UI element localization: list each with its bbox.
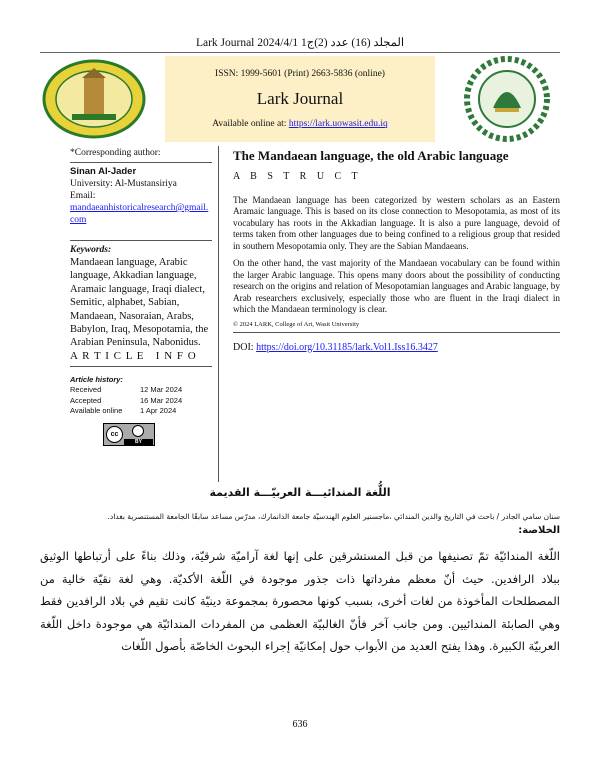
copyright: © 2024 LARK, College of Art, Wasit University xyxy=(233,320,360,328)
cc-by-license-badge[interactable] xyxy=(103,423,155,446)
running-header: Lark Journal 2024/4/1 المجلد (16) عدد (2)ج1 xyxy=(195,37,405,49)
abstract-column xyxy=(218,146,560,482)
lark-logo-icon xyxy=(455,56,560,142)
history-value: 16 Mar 2024 xyxy=(140,395,183,405)
article-sidebar xyxy=(70,146,212,482)
author-university: University: Al-Mustansiriya xyxy=(70,179,177,189)
university-logo-icon xyxy=(42,58,147,140)
journal-banner xyxy=(165,56,435,142)
journal-title: Lark Journal xyxy=(256,89,344,108)
history-key: Received xyxy=(70,385,102,395)
history-key: Available online xyxy=(70,406,123,416)
keywords-label: Keywords: xyxy=(70,245,112,255)
history-key: Accepted xyxy=(70,395,102,405)
abstract-paragraph: The Mandaean language has been categorized by western scholars as an Eastern Aramaic language. This is based on its close connection to Mesopotamia, as most of its vocabulary has roots in the Akkadian language. It is also a pure language, devoid of terms taken from other languages due to being confined to a religious group that resided in southern Mesopotamia only. They are the Sabian Mandaeans. xyxy=(233,194,560,251)
article-columns xyxy=(70,146,560,482)
arabic-section xyxy=(40,486,560,658)
journal-url-link[interactable]: https://lark.uowasit.edu.iq xyxy=(288,119,388,129)
by-label: BY xyxy=(124,439,153,445)
header-divider xyxy=(40,52,560,53)
author-name: Sinan Al-Jader xyxy=(70,166,137,177)
history-label: Article history: xyxy=(70,374,123,384)
article-info-heading: A R T I C L E I N F O xyxy=(70,349,197,362)
cc-icon: cc xyxy=(106,426,123,443)
arabic-title: اللُّغة المندائيـــة العربيّـــة القديمة xyxy=(209,486,391,499)
doi-label: DOI: xyxy=(233,341,257,353)
corresponding-label: *Corresponding author: xyxy=(70,148,161,158)
article-title: The Mandaean language, the old Arabic language xyxy=(233,148,509,163)
issn: ISSN: 1999-5601 (Print) 2663-5836 (online) xyxy=(215,69,385,79)
arabic-author: سنان سامي الجادر / باحث في التاريخ والدين المندائي ،ماجستير العلوم الهندسيّة جامعة الدانمارك، مدرّس مساعد سابقًا الجامعة المستنصرية بغداد. xyxy=(107,512,560,521)
by-person-icon xyxy=(132,425,144,437)
doi-link[interactable]: https://doi.org/10.31185/lark.Vol1.Iss16.3427 xyxy=(256,341,438,353)
arabic-summary-body: اللّغة المندائيّة تمّ تصنيفها من قبل المستشرقين على إنها لغة آراميّة شرقيّة، وذلك بناءً على أرتباطها الوثيق ببلاد الرافدين. حيث أنّ معظم مفرداتها ذات جذور موجودة في اللّغة الأكديّة. وهي لغة نقيّة خالية من المصطلحات المأخوذة من لغات أخرى، بسبب كونها محصورة بمجموعة دينيّة كانت تقيم في بلاد الرافدين فقط وهي الصابئة المندائيين. ومن جانب آخر فأنّ الغالبيّة العظمى من المفردات المندائيّة هي موجودة داخل اللّغة العربيّة الكبيرة. وهذا يفتح العديد من الأبواب حول إمكانيّة إجراء البحوث الخاصّة بأصول اللّغات xyxy=(40,549,560,653)
abstract-paragraph: On the other hand, the vast majority of the Mandaean vocabulary can be found within the larger Arabic language. This opens many doors about the possibility of conducting research on the origins and relation of Mesopotamian languages and Arabic language, by Arab researchers exclusively, especially those who are fluent in the Iraqi dialect in which the Mandaean terminology is clear. xyxy=(233,258,560,314)
author-email-link[interactable]: mandaeanhistoricalresearch@gmail.com xyxy=(70,203,209,225)
page-number: 636 xyxy=(292,719,308,730)
history-value: 1 Apr 2024 xyxy=(140,406,177,416)
history-value: 12 Mar 2024 xyxy=(140,385,183,395)
email-label: Email: xyxy=(70,191,96,201)
keywords-text: Mandaean language, Arabic language, Akkadian language, Aramaic language, Iraqi dialect, Semitic, alphabet, Sabian, Mandaean, Nasoraian, Arabs, Babylon, Iraq, Mesopotamia, the Arabian Peninsula, Nabonidus. xyxy=(70,257,209,349)
available-label: Available online at: xyxy=(212,119,289,129)
arabic-summary-label: الخلاصة: xyxy=(518,525,560,536)
abstract-heading: A B S T R U C T xyxy=(233,171,362,182)
